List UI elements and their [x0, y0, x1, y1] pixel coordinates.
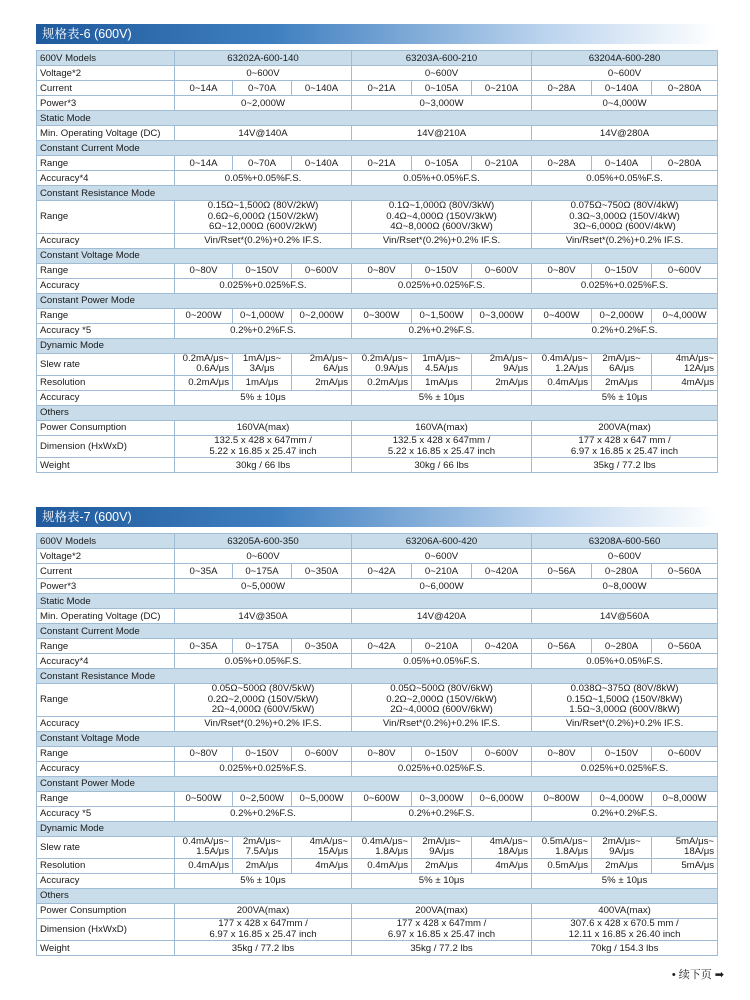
- dimension-row: [37, 435, 718, 457]
- model-name: 63205A-600-350: [175, 534, 352, 549]
- cc_range-value: 0~28A: [532, 156, 592, 171]
- dyn_accuracy-value: 5% ± 10μs: [175, 873, 352, 888]
- cp_accuracy-value: 0.2%+0.2%F.S.: [352, 323, 532, 338]
- cp_range-value: 0~8,000W: [652, 791, 718, 806]
- power_consumption-value: 400VA(max): [532, 903, 718, 918]
- row-label: Current: [37, 81, 175, 96]
- slew-value: 0.4mA/μs~ 1.8A/μs: [352, 836, 412, 858]
- cv_accuracy-value: 0.025%+0.025%F.S.: [352, 278, 532, 293]
- cv_range-value: 0~600V: [652, 746, 718, 761]
- cp_range-value: 0~400W: [532, 308, 592, 323]
- cr_accuracy-value: Vin/Rset*(0.2%)+0.2% IF.S.: [352, 716, 532, 731]
- cr_accuracy-value: Vin/Rset*(0.2%)+0.2% IF.S.: [352, 233, 532, 248]
- cv_range-row: [37, 263, 718, 278]
- weight-value: 35kg / 77.2 lbs: [532, 458, 718, 473]
- slew-value: 4mA/μs~ 12A/μs: [652, 353, 718, 375]
- voltage-value: 0~600V: [532, 549, 718, 564]
- cp_range-value: 0~2,000W: [592, 308, 652, 323]
- power-row: [37, 96, 718, 111]
- cp_range-value: 0~4,000W: [592, 791, 652, 806]
- row-label: Power Consumption: [37, 903, 175, 918]
- slew-value: 0.5mA/μs~ 1.8A/μs: [532, 836, 592, 858]
- voltage-row: [37, 549, 718, 564]
- resolution-value: 5mA/μs: [652, 858, 718, 873]
- category-row: [37, 821, 718, 836]
- row-label: Power*3: [37, 96, 175, 111]
- category-label: Static Mode: [37, 111, 718, 126]
- cc_accuracy-value: 0.05%+0.05%F.S.: [532, 171, 718, 186]
- row-label: Dimension (HxWxD): [37, 918, 175, 940]
- cp_accuracy-row: [37, 806, 718, 821]
- cp_range-row: [37, 791, 718, 806]
- slew-value: 5mA/μs~ 18A/μs: [652, 836, 718, 858]
- cc_range-value: 0~35A: [175, 639, 233, 654]
- cv_range-value: 0~150V: [592, 746, 652, 761]
- weight-value: 70kg / 154.3 lbs: [532, 941, 718, 956]
- slew-value: 1mA/μs~ 3A/μs: [233, 353, 292, 375]
- row-label: Resolution: [37, 858, 175, 873]
- cv_accuracy-value: 0.025%+0.025%F.S.: [532, 278, 718, 293]
- row-label: Weight: [37, 941, 175, 956]
- cc_range-row: [37, 156, 718, 171]
- cr_accuracy-value: Vin/Rset*(0.2%)+0.2% IF.S.: [532, 716, 718, 731]
- cc_accuracy-row: [37, 654, 718, 669]
- slew-value: 2mA/μs~ 7.5A/μs: [233, 836, 292, 858]
- cp_accuracy-value: 0.2%+0.2%F.S.: [532, 323, 718, 338]
- cp_range-row: [37, 308, 718, 323]
- weight-value: 35kg / 77.2 lbs: [175, 941, 352, 956]
- spec-table: [36, 50, 718, 473]
- row-label: Accuracy: [37, 716, 175, 731]
- cr_accuracy-value: Vin/Rset*(0.2%)+0.2% IF.S.: [175, 716, 352, 731]
- dyn_accuracy-value: 5% ± 10μs: [352, 390, 532, 405]
- resolution-row: [37, 858, 718, 873]
- slew-value: 4mA/μs~ 15A/μs: [292, 836, 352, 858]
- cc_range-value: 0~21A: [352, 156, 412, 171]
- resolution-value: 4mA/μs: [652, 375, 718, 390]
- min_voltage-value: 14V@210A: [352, 126, 532, 141]
- cc_range-value: 0~175A: [233, 639, 292, 654]
- cc_range-value: 0~210A: [412, 639, 472, 654]
- weight-value: 30kg / 66 lbs: [175, 458, 352, 473]
- power_consumption-value: 200VA(max): [175, 903, 352, 918]
- row-label: Accuracy: [37, 873, 175, 888]
- cc_range-value: 0~70A: [233, 156, 292, 171]
- current-row: [37, 564, 718, 579]
- cp_accuracy-value: 0.2%+0.2%F.S.: [352, 806, 532, 821]
- models-label: 600V Models: [37, 51, 175, 66]
- row-label: Range: [37, 746, 175, 761]
- slew-value: 2mA/μs~ 6A/μs: [592, 353, 652, 375]
- slew-row: [37, 353, 718, 375]
- power_consumption-row: [37, 903, 718, 918]
- row-label: Accuracy *5: [37, 323, 175, 338]
- spec-table-6-section: [36, 24, 717, 473]
- category-row: [37, 888, 718, 903]
- category-row: [37, 594, 718, 609]
- slew-value: 2mA/μs~ 9A/μs: [472, 353, 532, 375]
- cc_accuracy-value: 0.05%+0.05%F.S.: [352, 654, 532, 669]
- category-row: [37, 669, 718, 684]
- model-name: 63206A-600-420: [352, 534, 532, 549]
- slew-value: 0.4mA/μs~ 1.5A/μs: [175, 836, 233, 858]
- row-label: Slew rate: [37, 836, 175, 858]
- cv_range-value: 0~600V: [292, 263, 352, 278]
- voltage-value: 0~600V: [532, 66, 718, 81]
- current-value: 0~28A: [532, 81, 592, 96]
- cc_range-value: 0~56A: [532, 639, 592, 654]
- slew-value: 1mA/μs~ 4.5A/μs: [412, 353, 472, 375]
- resolution-value: 1mA/μs: [412, 375, 472, 390]
- current-value: 0~350A: [292, 564, 352, 579]
- category-row: [37, 293, 718, 308]
- cv_range-value: 0~80V: [532, 746, 592, 761]
- cv_accuracy-value: 0.025%+0.025%F.S.: [352, 761, 532, 776]
- slew-value: 0.2mA/μs~ 0.6A/μs: [175, 353, 233, 375]
- cv_range-value: 0~150V: [233, 263, 292, 278]
- current-value: 0~175A: [233, 564, 292, 579]
- slew-value: 2mA/μs~ 6A/μs: [292, 353, 352, 375]
- cr_range-value: 0.15Ω~1,500Ω (80V/2kW) 0.6Ω~6,000Ω (150V/2kW) 6Ω~12,000Ω (600V/2kW): [175, 201, 352, 234]
- row-label: Slew rate: [37, 353, 175, 375]
- voltage-value: 0~600V: [352, 549, 532, 564]
- category-row: [37, 776, 718, 791]
- models-row: [37, 51, 718, 66]
- category-label: Constant Voltage Mode: [37, 731, 718, 746]
- row-label: Range: [37, 684, 175, 717]
- cr_range-value: 0.1Ω~1,000Ω (80V/3kW) 0.4Ω~4,000Ω (150V/3kW) 4Ω~8,000Ω (600V/3kW): [352, 201, 532, 234]
- dyn_accuracy-value: 5% ± 10μs: [352, 873, 532, 888]
- category-label: Constant Power Mode: [37, 293, 718, 308]
- cp_range-value: 0~1,500W: [412, 308, 472, 323]
- resolution-value: 2mA/μs: [233, 858, 292, 873]
- cr_accuracy-row: [37, 233, 718, 248]
- weight-value: 35kg / 77.2 lbs: [352, 941, 532, 956]
- row-label: Range: [37, 263, 175, 278]
- current-value: 0~105A: [412, 81, 472, 96]
- cv_range-value: 0~80V: [352, 263, 412, 278]
- spec-table: [36, 533, 718, 956]
- cc_range-value: 0~140A: [592, 156, 652, 171]
- current-value: 0~210A: [472, 81, 532, 96]
- row-label: Accuracy: [37, 233, 175, 248]
- spec-table-6: [36, 50, 717, 473]
- row-label: Power*3: [37, 579, 175, 594]
- voltage-value: 0~600V: [352, 66, 532, 81]
- next-page-link[interactable]: • 续下页 ➡: [671, 969, 724, 981]
- cp_range-value: 0~3,000W: [472, 308, 532, 323]
- cv_accuracy-value: 0.025%+0.025%F.S.: [532, 761, 718, 776]
- min_voltage-row: [37, 126, 718, 141]
- cr_range-value: 0.075Ω~750Ω (80V/4kW) 0.3Ω~3,000Ω (150V/4kW) 3Ω~6,000Ω (600V/4kW): [532, 201, 718, 234]
- power-value: 0~8,000W: [532, 579, 718, 594]
- category-label: Constant Resistance Mode: [37, 669, 718, 684]
- cc_range-row: [37, 639, 718, 654]
- cv_range-value: 0~80V: [532, 263, 592, 278]
- cc_range-value: 0~280A: [652, 156, 718, 171]
- dimension-row: [37, 918, 718, 940]
- resolution-value: 0.4mA/μs: [532, 375, 592, 390]
- cc_accuracy-value: 0.05%+0.05%F.S.: [175, 654, 352, 669]
- cr_range-value: 0.05Ω~500Ω (80V/6kW) 0.2Ω~2,000Ω (150V/6kW) 2Ω~4,000Ω (600V/6kW): [352, 684, 532, 717]
- resolution-value: 4mA/μs: [472, 858, 532, 873]
- spec-table-7: [36, 533, 717, 956]
- model-name: 63202A-600-140: [175, 51, 352, 66]
- spec-table-title: 规格表-7 (600V): [36, 507, 717, 527]
- current-value: 0~560A: [652, 564, 718, 579]
- cv_accuracy-value: 0.025%+0.025%F.S.: [175, 278, 352, 293]
- row-label: Range: [37, 201, 175, 234]
- category-label: Constant Resistance Mode: [37, 186, 718, 201]
- category-label: Dynamic Mode: [37, 821, 718, 836]
- row-label: Dimension (HxWxD): [37, 435, 175, 457]
- category-row: [37, 141, 718, 156]
- min_voltage-row: [37, 609, 718, 624]
- dimension-value: 132.5 x 428 x 647mm / 5.22 x 16.85 x 25.47 inch: [175, 435, 352, 457]
- slew-value: 2mA/μs~ 9A/μs: [412, 836, 472, 858]
- cp_range-value: 0~600W: [352, 791, 412, 806]
- resolution-value: 0.4mA/μs: [352, 858, 412, 873]
- cv_range-value: 0~600V: [292, 746, 352, 761]
- slew-value: 0.2mA/μs~ 0.9A/μs: [352, 353, 412, 375]
- model-name: 63204A-600-280: [532, 51, 718, 66]
- power_consumption-value: 160VA(max): [352, 420, 532, 435]
- current-value: 0~21A: [352, 81, 412, 96]
- dyn_accuracy-row: [37, 390, 718, 405]
- dimension-value: 177 x 428 x 647 mm / 6.97 x 16.85 x 25.47 inch: [532, 435, 718, 457]
- weight-value: 30kg / 66 lbs: [352, 458, 532, 473]
- current-value: 0~70A: [233, 81, 292, 96]
- cc_range-value: 0~420A: [472, 639, 532, 654]
- row-label: Accuracy: [37, 390, 175, 405]
- current-value: 0~14A: [175, 81, 233, 96]
- cp_range-value: 0~5,000W: [292, 791, 352, 806]
- row-label: Range: [37, 308, 175, 323]
- cp_accuracy-row: [37, 323, 718, 338]
- current-value: 0~140A: [292, 81, 352, 96]
- weight-row: [37, 941, 718, 956]
- cv_range-value: 0~600V: [652, 263, 718, 278]
- cc_range-value: 0~280A: [592, 639, 652, 654]
- cr_range-value: 0.038Ω~375Ω (80V/8kW) 0.15Ω~1,500Ω (150V/8kW) 1.5Ω~3,000Ω (600V/8kW): [532, 684, 718, 717]
- resolution-value: 0.4mA/μs: [175, 858, 233, 873]
- cc_range-value: 0~210A: [472, 156, 532, 171]
- cv_range-value: 0~150V: [412, 263, 472, 278]
- cp_accuracy-value: 0.2%+0.2%F.S.: [175, 806, 352, 821]
- current-value: 0~210A: [412, 564, 472, 579]
- dimension-value: 307.6 x 428 x 670.5 mm / 12.11 x 16.85 x 26.40 inch: [532, 918, 718, 940]
- dyn_accuracy-value: 5% ± 10μs: [175, 390, 352, 405]
- dyn_accuracy-row: [37, 873, 718, 888]
- current-value: 0~56A: [532, 564, 592, 579]
- cv_range-value: 0~80V: [352, 746, 412, 761]
- cr_accuracy-row: [37, 716, 718, 731]
- cv_range-value: 0~150V: [592, 263, 652, 278]
- current-value: 0~420A: [472, 564, 532, 579]
- resolution-value: 1mA/μs: [233, 375, 292, 390]
- row-label: Accuracy*4: [37, 171, 175, 186]
- power-value: 0~6,000W: [352, 579, 532, 594]
- row-label: Accuracy: [37, 278, 175, 293]
- resolution-value: 0.2mA/μs: [352, 375, 412, 390]
- category-label: Others: [37, 888, 718, 903]
- cr_range-value: 0.05Ω~500Ω (80V/5kW) 0.2Ω~2,000Ω (150V/5kW) 2Ω~4,000Ω (600V/5kW): [175, 684, 352, 717]
- cc_accuracy-row: [37, 171, 718, 186]
- cv_range-row: [37, 746, 718, 761]
- resolution-row: [37, 375, 718, 390]
- row-label: Resolution: [37, 375, 175, 390]
- category-label: Dynamic Mode: [37, 338, 718, 353]
- cc_range-value: 0~560A: [652, 639, 718, 654]
- category-row: [37, 111, 718, 126]
- cr_accuracy-value: Vin/Rset*(0.2%)+0.2% IF.S.: [532, 233, 718, 248]
- cp_range-value: 0~2,000W: [292, 308, 352, 323]
- current-value: 0~35A: [175, 564, 233, 579]
- row-label: Range: [37, 791, 175, 806]
- min_voltage-value: 14V@560A: [532, 609, 718, 624]
- power-value: 0~3,000W: [352, 96, 532, 111]
- resolution-value: 0.2mA/μs: [175, 375, 233, 390]
- cp_range-value: 0~3,000W: [412, 791, 472, 806]
- resolution-value: 2mA/μs: [592, 375, 652, 390]
- row-label: Current: [37, 564, 175, 579]
- cv_range-value: 0~600V: [472, 263, 532, 278]
- cr_accuracy-value: Vin/Rset*(0.2%)+0.2% IF.S.: [175, 233, 352, 248]
- models-row: [37, 534, 718, 549]
- resolution-value: 2mA/μs: [412, 858, 472, 873]
- models-label: 600V Models: [37, 534, 175, 549]
- cp_range-value: 0~2,500W: [233, 791, 292, 806]
- row-label: Range: [37, 156, 175, 171]
- power-value: 0~4,000W: [532, 96, 718, 111]
- cv_range-value: 0~150V: [233, 746, 292, 761]
- power_consumption-row: [37, 420, 718, 435]
- dyn_accuracy-value: 5% ± 10μs: [532, 873, 718, 888]
- row-label: Power Consumption: [37, 420, 175, 435]
- cr_range-row: [37, 684, 718, 717]
- spec-table-title: 规格表-6 (600V): [36, 24, 717, 44]
- row-label: Weight: [37, 458, 175, 473]
- dimension-value: 177 x 428 x 647mm / 6.97 x 16.85 x 25.47 inch: [352, 918, 532, 940]
- resolution-value: 2mA/μs: [472, 375, 532, 390]
- min_voltage-value: 14V@140A: [175, 126, 352, 141]
- min_voltage-value: 14V@350A: [175, 609, 352, 624]
- row-label: Accuracy: [37, 761, 175, 776]
- cp_accuracy-value: 0.2%+0.2%F.S.: [532, 806, 718, 821]
- cv_accuracy-row: [37, 278, 718, 293]
- current-value: 0~42A: [352, 564, 412, 579]
- dimension-value: 132.5 x 428 x 647mm / 5.22 x 16.85 x 25.47 inch: [352, 435, 532, 457]
- voltage-value: 0~600V: [175, 549, 352, 564]
- dyn_accuracy-value: 5% ± 10μs: [532, 390, 718, 405]
- current-value: 0~280A: [592, 564, 652, 579]
- dimension-value: 177 x 428 x 647mm / 6.97 x 16.85 x 25.47 inch: [175, 918, 352, 940]
- category-label: Static Mode: [37, 594, 718, 609]
- category-row: [37, 248, 718, 263]
- cp_range-value: 0~4,000W: [652, 308, 718, 323]
- category-row: [37, 405, 718, 420]
- min_voltage-value: 14V@280A: [532, 126, 718, 141]
- slew-value: 0.4mA/μs~ 1.2A/μs: [532, 353, 592, 375]
- cp_range-value: 0~200W: [175, 308, 233, 323]
- cv_range-value: 0~150V: [412, 746, 472, 761]
- current-row: [37, 81, 718, 96]
- resolution-value: 0.5mA/μs: [532, 858, 592, 873]
- cv_accuracy-row: [37, 761, 718, 776]
- cp_range-value: 0~1,000W: [233, 308, 292, 323]
- model-name: 63208A-600-560: [532, 534, 718, 549]
- cv_range-value: 0~80V: [175, 746, 233, 761]
- cr_range-row: [37, 201, 718, 234]
- slew-value: 4mA/μs~ 18A/μs: [472, 836, 532, 858]
- category-row: [37, 186, 718, 201]
- slew-value: 2mA/μs~ 9A/μs: [592, 836, 652, 858]
- category-label: Constant Current Mode: [37, 624, 718, 639]
- category-row: [37, 731, 718, 746]
- power_consumption-value: 200VA(max): [532, 420, 718, 435]
- cc_accuracy-value: 0.05%+0.05%F.S.: [352, 171, 532, 186]
- row-label: Voltage*2: [37, 66, 175, 81]
- min_voltage-value: 14V@420A: [352, 609, 532, 624]
- slew-row: [37, 836, 718, 858]
- cc_accuracy-value: 0.05%+0.05%F.S.: [532, 654, 718, 669]
- cc_range-value: 0~350A: [292, 639, 352, 654]
- cc_range-value: 0~105A: [412, 156, 472, 171]
- weight-row: [37, 458, 718, 473]
- row-label: Accuracy *5: [37, 806, 175, 821]
- row-label: Voltage*2: [37, 549, 175, 564]
- category-label: Others: [37, 405, 718, 420]
- category-label: Constant Current Mode: [37, 141, 718, 156]
- cc_range-value: 0~14A: [175, 156, 233, 171]
- power-value: 0~5,000W: [175, 579, 352, 594]
- cp_accuracy-value: 0.2%+0.2%F.S.: [175, 323, 352, 338]
- power-value: 0~2,000W: [175, 96, 352, 111]
- cv_range-value: 0~80V: [175, 263, 233, 278]
- current-value: 0~280A: [652, 81, 718, 96]
- cp_range-value: 0~500W: [175, 791, 233, 806]
- row-label: Min. Operating Voltage (DC): [37, 609, 175, 624]
- category-row: [37, 624, 718, 639]
- cc_range-value: 0~42A: [352, 639, 412, 654]
- power-row: [37, 579, 718, 594]
- category-row: [37, 338, 718, 353]
- voltage-row: [37, 66, 718, 81]
- cc_accuracy-value: 0.05%+0.05%F.S.: [175, 171, 352, 186]
- cv_range-value: 0~600V: [472, 746, 532, 761]
- cp_range-value: 0~300W: [352, 308, 412, 323]
- cc_range-value: 0~140A: [292, 156, 352, 171]
- resolution-value: 4mA/μs: [292, 858, 352, 873]
- power_consumption-value: 160VA(max): [175, 420, 352, 435]
- voltage-value: 0~600V: [175, 66, 352, 81]
- spec-table-7-section: [36, 507, 717, 956]
- cv_accuracy-value: 0.025%+0.025%F.S.: [175, 761, 352, 776]
- current-value: 0~140A: [592, 81, 652, 96]
- resolution-value: 2mA/μs: [592, 858, 652, 873]
- category-label: Constant Voltage Mode: [37, 248, 718, 263]
- power_consumption-value: 200VA(max): [352, 903, 532, 918]
- cp_range-value: 0~6,000W: [472, 791, 532, 806]
- model-name: 63203A-600-210: [352, 51, 532, 66]
- category-label: Constant Power Mode: [37, 776, 718, 791]
- row-label: Accuracy*4: [37, 654, 175, 669]
- cp_range-value: 0~800W: [532, 791, 592, 806]
- row-label: Range: [37, 639, 175, 654]
- resolution-value: 2mA/μs: [292, 375, 352, 390]
- row-label: Min. Operating Voltage (DC): [37, 126, 175, 141]
